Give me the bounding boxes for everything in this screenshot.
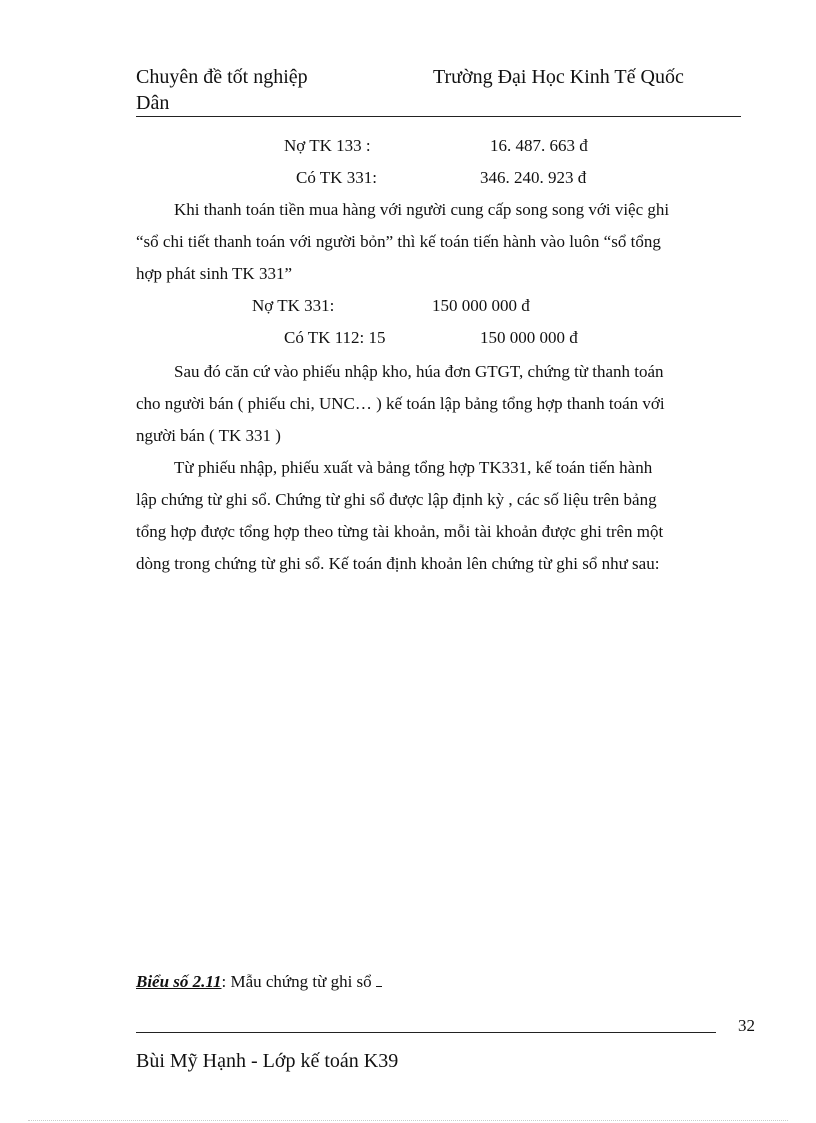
entry-debit-amount: 16. 487. 663 đ [490,136,588,155]
entry-credit-label: Có TK 331: [296,168,377,187]
footer-author: Bùi Mỹ Hạnh - Lớp kế toán K39 [136,1050,399,1072]
paragraph-2-line-3: người bán ( TK 331 ) [136,426,281,445]
figure-caption-text: : Mẫu chứng từ ghi sổ [221,972,376,991]
paragraph-3-line-4: dòng trong chứng từ ghi sổ. Kế toán định khoản lên chứng từ ghi sổ như sau: [136,554,660,573]
paragraph-2-line-1: Sau đó căn cứ vào phiếu nhập kho, húa đơn GTGT, chứng từ thanh toán [174,362,664,381]
paragraph-1-line-3: hợp phát sinh TK 331” [136,264,292,283]
paragraph-3-line-1: Từ phiếu nhập, phiếu xuất và bảng tổng hợp TK331, kế toán tiến hành [174,458,653,477]
header-continuation: Dân [136,92,170,114]
header-right-title: Trường Đại Học Kinh Tế Quốc [433,66,684,88]
entry-2-debit-amount: 150 000 000 đ [432,296,530,315]
footer-rule [136,1032,716,1033]
header-rule [136,116,741,117]
paragraph-1-line-2: “sổ chi tiết thanh toán với người bỏn” thì kế toán tiến hành vào luôn “sổ tổng [136,232,661,251]
paragraph-3-line-3: tổng hợp được tổng hợp theo từng tài khoản, mỗi tài khoản được ghi trên một [136,522,664,541]
page-number: 32 [738,1016,755,1035]
paragraph-2-line-2: cho người bán ( phiếu chi, UNC… ) kế toán lập bảng tổng hợp thanh toán với [136,394,665,413]
figure-caption [136,966,382,997]
entry-2-credit-amount: 150 000 000 đ [480,328,578,347]
paragraph-1-line-1: Khi thanh toán tiền mua hàng với người cung cấp song song với việc ghi [174,200,670,219]
entry-credit-amount: 346. 240. 923 đ [480,168,587,187]
header-left-title: Chuyên đề tốt nghiệp [136,66,308,88]
entry-2-credit-label: Có TK 112: 15 [284,328,386,347]
caption-underline-mark [376,972,382,987]
paragraph-3-line-2: lập chứng từ ghi sổ. Chứng từ ghi sổ được lập định kỳ , các số liệu trên bảng [136,490,657,509]
page-bottom-border [28,1120,788,1121]
entry-debit-label: Nợ TK 133 : [284,136,371,155]
figure-caption-label: Biểu số 2.11 [136,972,222,991]
entry-2-debit-label: Nợ TK 331: [252,296,335,315]
